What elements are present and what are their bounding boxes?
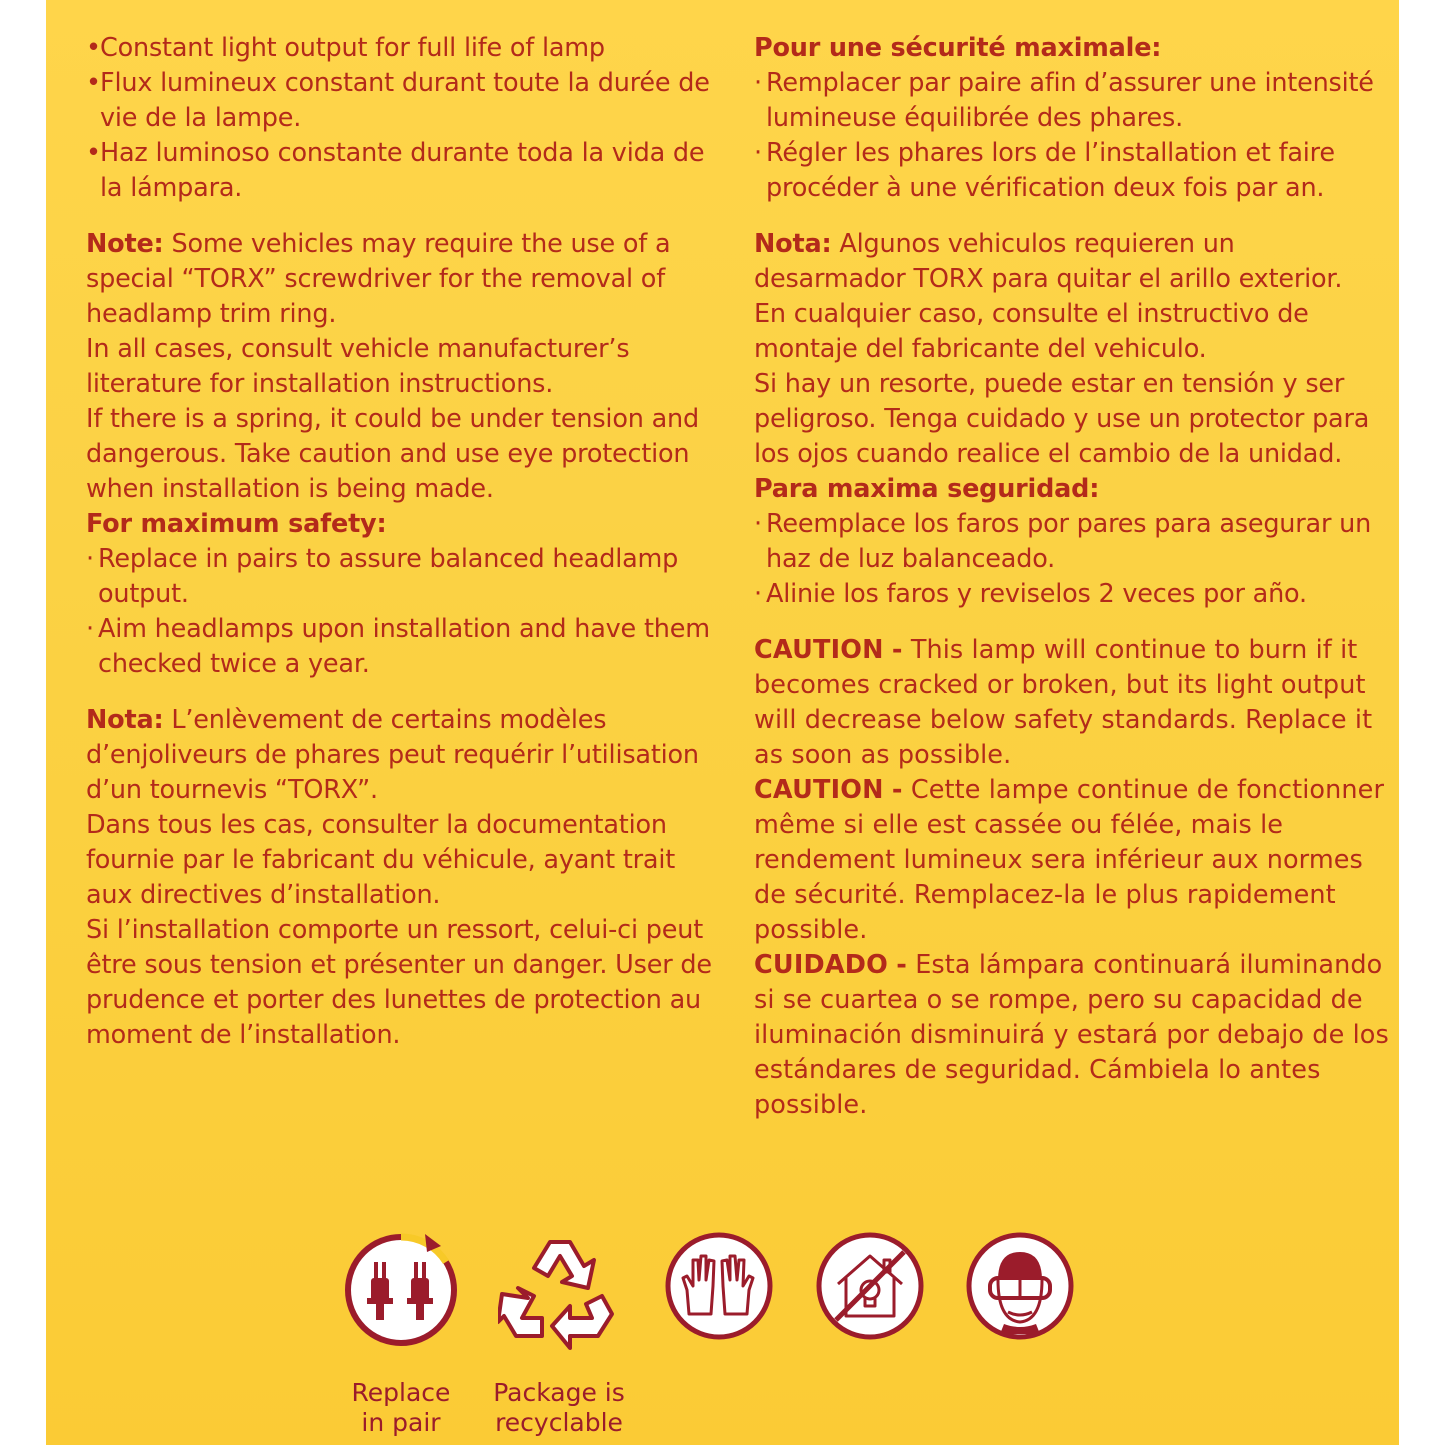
caution-text: Cette lampe continue de fonctionner même si elle est cassée ou félée, mais le rendement lumineux sera inférieur aux normes de sécurité. Remplacez-la le plus rapidement possible. xyxy=(754,775,1385,945)
safety-item-text: Régler les phares lors de l’installation et faire procéder à une vérification deux fois par an. xyxy=(766,138,1335,203)
icon-caption xyxy=(474,1378,644,1438)
eye-protection-icon xyxy=(964,1230,1084,1350)
safety-heading-spanish: Para maxima seguridad: xyxy=(754,474,1100,504)
icon-row xyxy=(46,1230,1399,1437)
left-column xyxy=(86,31,726,1053)
caution-label: CUIDADO xyxy=(754,950,889,980)
feature-bullet: • Flux lumineux constant durant toute la durée de vie de la lampe. xyxy=(86,66,726,136)
feature-bullet-text: Haz luminoso constante durante toda la vida de la lámpara. xyxy=(100,138,705,203)
recycle-icon xyxy=(498,1230,618,1350)
safety-item-text: Alinie los faros y reviselos 2 veces por año. xyxy=(766,579,1307,609)
right-column xyxy=(754,31,1394,1123)
note-label: Nota: xyxy=(754,229,832,259)
note-text: Algunos vehiculos requieren un desarmador TORX para quitar el arillo exterior. xyxy=(754,229,1343,294)
safety-item: · Reemplace los faros por pares para asegurar un haz de luz balanceado. xyxy=(754,507,1394,577)
caption-line: recyclable xyxy=(495,1408,623,1437)
note-french-paragraph: Dans tous les cas, consulter la documentation fournie par le fabricant du véhicule, ayant trait aux directives d’installation. xyxy=(86,810,676,910)
feature-bullet: • Constant light output for full life of lamp xyxy=(86,31,726,66)
caption-line: in pair xyxy=(361,1408,441,1437)
gloves-icon xyxy=(663,1230,783,1350)
package-panel xyxy=(46,0,1399,1445)
note-english-paragraph: If there is a spring, it could be under tension and dangerous. Take caution and use eye protection when installation is being made. xyxy=(86,404,699,504)
note-english-paragraph: In all cases, consult vehicle manufacturer’s literature for installation instructions. xyxy=(86,334,630,399)
note-label: Nota: xyxy=(86,705,164,735)
caution-french: CAUTION - Cette lampe continue de fonctionner même si elle est cassée ou félée, mais le rendement lumineux sera inférieur aux normes de sécurité. Remplacez-la le plus rapidement possible. xyxy=(754,775,1385,945)
safety-item: · Replace in pairs to assure balanced headlamp output. xyxy=(86,542,726,612)
no-household-use-icon xyxy=(814,1230,934,1350)
caution-label: CAUTION xyxy=(754,635,884,665)
caption-line: Package is xyxy=(493,1378,625,1407)
caution-english: CAUTION - This lamp will continue to burn if it becomes cracked or broken, but its light output will decrease below safety standards. Replace it as soon as possible. xyxy=(754,635,1373,770)
safety-item-text: Remplacer par paire afin d’assurer une intensité lumineuse équilibrée des phares. xyxy=(766,68,1374,133)
feature-bullet-text: Flux lumineux constant durant toute la durée de vie de la lampe. xyxy=(100,68,710,133)
safety-item-text: Aim headlamps upon installation and have them checked twice a year. xyxy=(98,614,710,679)
feature-bullet-text: Constant light output for full life of lamp xyxy=(100,33,605,63)
caution-text: Esta lámpara continuará iluminando si se cuartea o se rompe, pero su capacidad de iluminación disminuirá y estará por debajo de los estándares de seguridad. Cámbiela lo antes possible. xyxy=(754,950,1389,1120)
safety-item-text: Reemplace los faros por pares para asegurar un haz de luz balanceado. xyxy=(766,509,1372,574)
caution-spanish: CUIDADO - Esta lámpara continuará iluminando si se cuartea o se rompe, pero su capacidad de iluminación disminuirá y estará por debajo de los estándares de seguridad. Cámbiela lo antes possible. xyxy=(754,950,1389,1120)
note-spanish xyxy=(754,227,1394,297)
icon-caption xyxy=(316,1378,486,1438)
note-spanish-paragraph: Si hay un resorte, puede estar en tensión y ser peligroso. Tenga cuidado y use un protector para los ojos cuando realice el cambio de la unidad. xyxy=(754,369,1370,469)
safety-item: · Alinie los faros y reviselos 2 veces por año. xyxy=(754,577,1394,612)
note-english xyxy=(86,227,726,332)
safety-item: · Régler les phares lors de l’installation et faire procéder à une vérification deux fois par an. xyxy=(754,136,1394,206)
note-text: L’enlèvement de certains modèles d’enjoliveurs de phares peut requérir l’utilisation d’un tournevis “TORX”. xyxy=(86,705,699,805)
note-french xyxy=(86,703,726,808)
caution-text: This lamp will continue to burn if it becomes cracked or broken, but its light output will decrease below safety standards. Replace it as soon as possible. xyxy=(754,635,1373,770)
note-label: Note: xyxy=(86,229,164,259)
note-text: Some vehicles may require the use of a special “TORX” screwdriver for the removal of headlamp trim ring. xyxy=(86,229,671,329)
note-french-paragraph: Si l’installation comporte un ressort, celui-ci peut être sous tension et présenter un danger. User de prudence et porter des lunettes de protection au moment de l’installation. xyxy=(86,915,712,1050)
safety-item: · Remplacer par paire afin d’assurer une intensité lumineuse équilibrée des phares. xyxy=(754,66,1394,136)
note-spanish-paragraph: En cualquier caso, consulte el instructivo de montaje del fabricante del vehiculo. xyxy=(754,299,1309,364)
safety-heading-french: Pour une sécurité maximale: xyxy=(754,33,1162,63)
safety-item-text: Replace in pairs to assure balanced headlamp output. xyxy=(98,544,679,609)
feature-bullet: • Haz luminoso constante durante toda la vida de la lámpara. xyxy=(86,136,726,206)
caption-line: Replace xyxy=(351,1378,451,1407)
replace-in-pair-icon xyxy=(341,1230,461,1350)
safety-item: · Aim headlamps upon installation and have them checked twice a year. xyxy=(86,612,726,682)
safety-heading-english: For maximum safety: xyxy=(86,509,387,539)
caution-label: CAUTION xyxy=(754,775,884,805)
